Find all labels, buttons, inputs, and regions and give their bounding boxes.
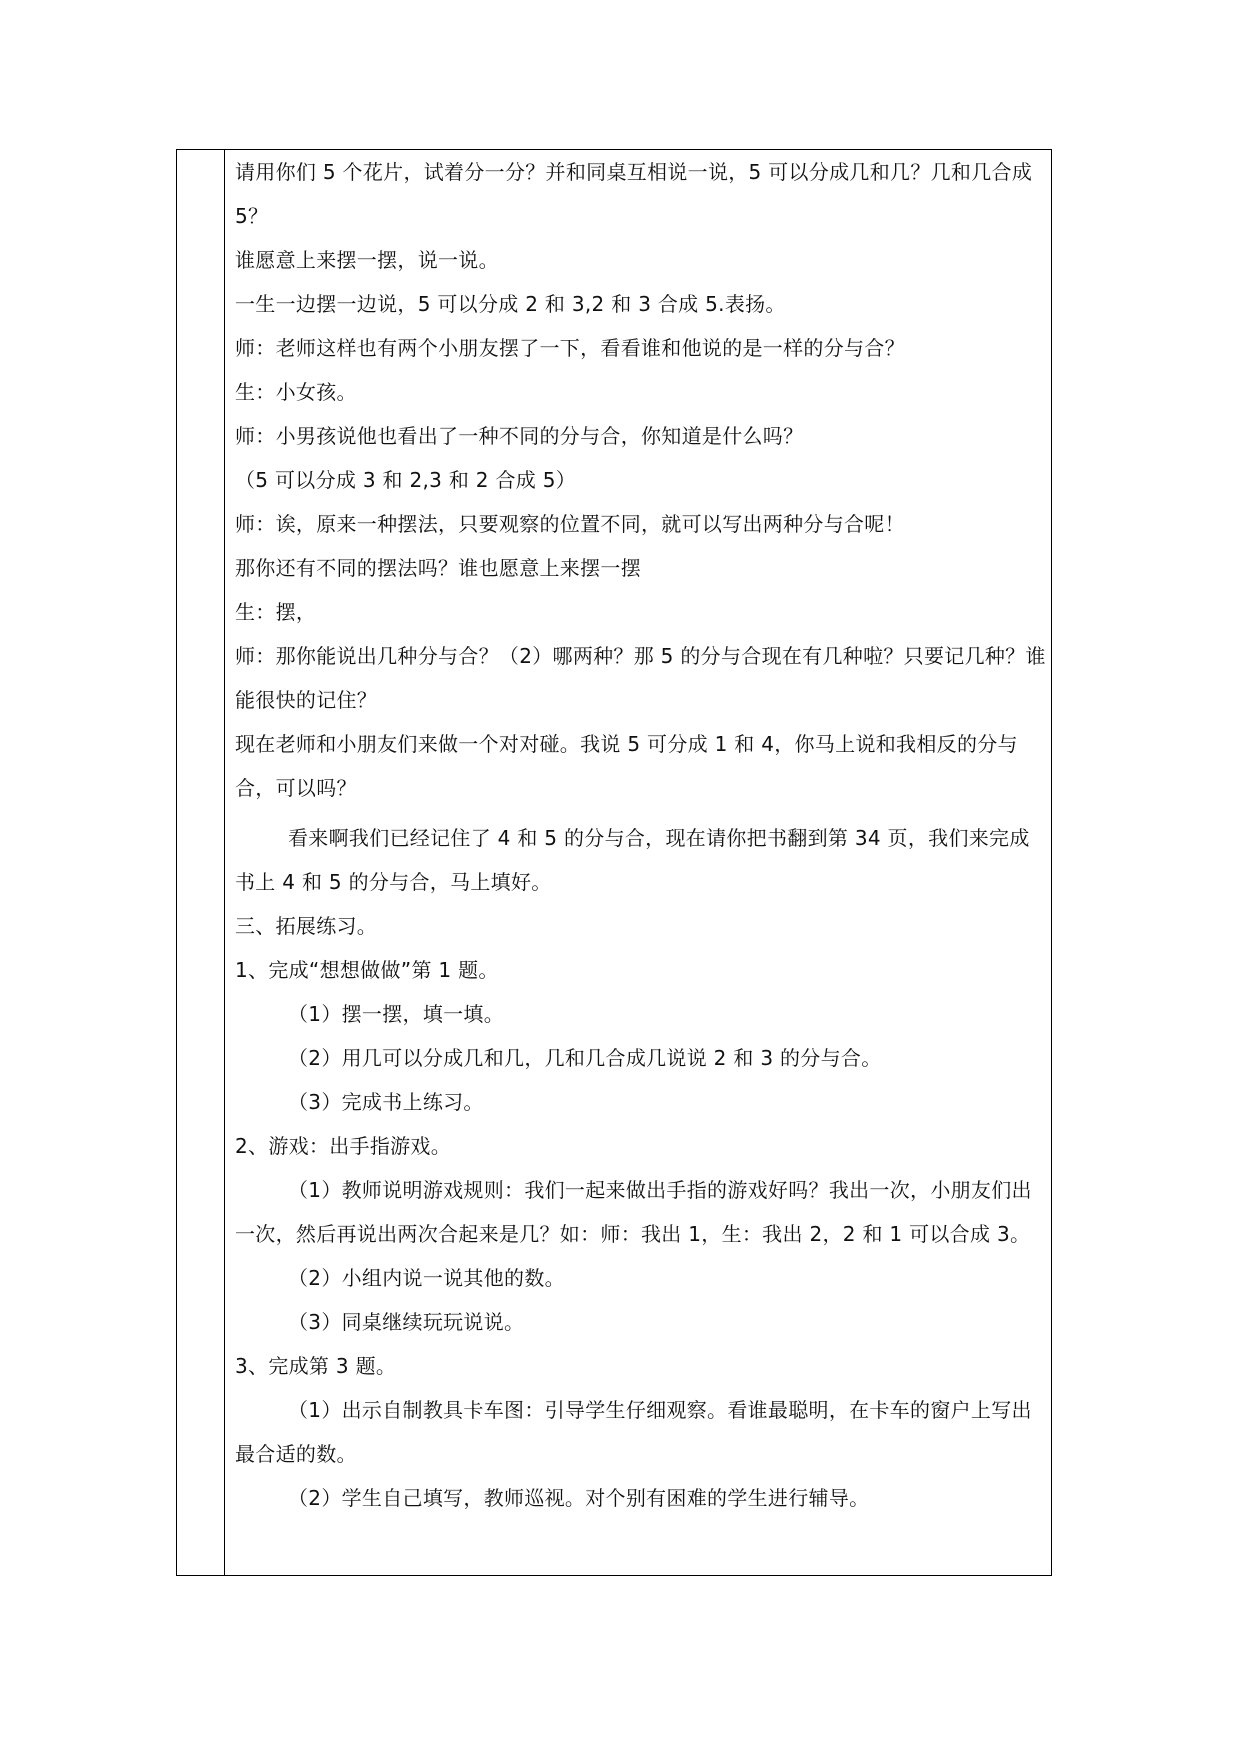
exercise-subitem: （1）教师说明游戏规则：我们一起来做出手指的游戏好吗？我出一次，小朋友们出一次，然后再说出两次合起来是几？如：师：我出 1，生：我出 2，2 和 1 可以合成 3。: [235, 1178, 1032, 1246]
paragraph: 谁愿意上来摆一摆，说一说。: [235, 248, 499, 272]
paragraph: 现在老师和小朋友们来做一个对对碰。我说 5 可分成 1 和 4，你马上说和我相反的分与合，可以吗？: [235, 732, 1018, 800]
table-left-column: [177, 150, 225, 1575]
paragraph: 师：老师这样也有两个小朋友摆了一下，看看谁和他说的是一样的分与合？: [235, 336, 905, 360]
paragraph: 那你还有不同的摆法吗？谁也愿意上来摆一摆: [235, 556, 641, 580]
exercise-subitem: （1）摆一摆，填一填。: [288, 1002, 505, 1026]
lesson-table: [176, 149, 1052, 1576]
exercise-subitem: （2）用几可以分成几和几，几和几合成几说说 2 和 3 的分与合。: [288, 1046, 882, 1070]
paragraph: 一生一边摆一边说，5 可以分成 2 和 3,2 和 3 合成 5.表扬。: [235, 292, 786, 316]
exercise-subitem: （1）出示自制教具卡车图：引导学生仔细观察。看谁最聪明，在卡车的窗户上写出最合适的数。: [235, 1398, 1032, 1466]
exercise-item: 2、游戏：出手指游戏。: [235, 1134, 452, 1158]
exercise-item: 3、完成第 3 题。: [235, 1354, 397, 1378]
exercise-subitem: （3）完成书上练习。: [288, 1090, 484, 1114]
exercise-subitem: （3）同桌继续玩玩说说。: [288, 1310, 525, 1334]
paragraph: 师：那你能说出几种分与合？（2）哪两种？那 5 的分与合现在有几种啦？只要记几种？谁能很快的记住？: [235, 644, 1046, 712]
paragraph: 师：诶，原来一种摆法，只要观察的位置不同，就可以写出两种分与合呢！: [235, 512, 905, 536]
exercise-item: 1、完成“想想做做”第 1 题。: [235, 958, 499, 982]
exercise-subitem: （2）学生自己填写，教师巡视。对个别有困难的学生进行辅导。: [288, 1486, 870, 1510]
table-content-cell: [235, 150, 1047, 1520]
paragraph: 生：摆，: [235, 600, 317, 624]
exercise-subitem: （2）小组内说一说其他的数。: [288, 1266, 565, 1290]
section-heading: 三、拓展练习。: [235, 914, 378, 938]
paragraph: （5 可以分成 3 和 2,3 和 2 合成 5）: [235, 468, 577, 492]
paragraph: 看来啊我们已经记住了 4 和 5 的分与合，现在请你把书翻到第 34 页，我们来完成书上 4 和 5 的分与合，马上填好。: [235, 826, 1030, 894]
paragraph: 请用你们 5 个花片，试着分一分？并和同桌互相说一说，5 可以分成几和几？几和几合成 5？: [235, 160, 1033, 228]
paragraph: 师：小男孩说他也看出了一种不同的分与合，你知道是什么吗？: [235, 424, 804, 448]
paragraph: 生：小女孩。: [235, 380, 357, 404]
